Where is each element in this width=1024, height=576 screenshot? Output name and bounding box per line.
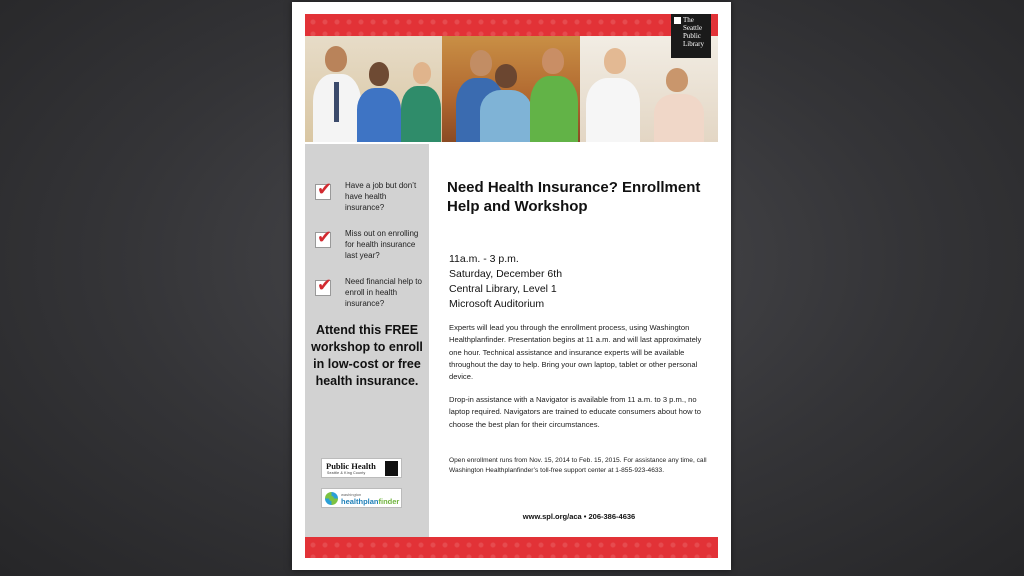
checkbox-icon <box>315 179 333 200</box>
enrollment-info: Open enrollment runs from Nov. 15, 2014 to Feb. 15, 2015. For assistance any time, call Washington Healthplanfinder’s toll-free support center at 1-855-923-4633. <box>449 457 707 474</box>
description-paragraph: Experts will lead you through the enrollment process, using Washington Healthplanfinder. Presentation begins at 11 a.m. and will last approximately one hour. Technical assistance and insurance experts will be available throughout the day to help. Bring your own laptop, tablet or other personal device. <box>449 323 702 382</box>
photo-collage <box>305 36 718 142</box>
main-content <box>429 144 718 537</box>
checkmark-icon: ✔ <box>317 179 333 200</box>
checkbox-icon <box>315 275 333 296</box>
navigator-paragraph: Drop-in assistance with a Navigator is available from 11 a.m. to 3 p.m., no laptop required. Navigators are trained to educate consumers about how to choose the best plan for their circumstances. <box>449 395 702 429</box>
checkmark-icon: ✔ <box>317 227 333 248</box>
event-date: Saturday, December 6th <box>449 268 563 280</box>
seattle-public-library-logo: The Seattle Public Library <box>671 14 711 58</box>
event-time: 11a.m. - 3 p.m. <box>449 253 519 265</box>
photo-healthcare-workers <box>305 36 442 142</box>
photo-family <box>442 36 580 142</box>
sidebar <box>305 144 429 537</box>
top-red-banner <box>305 14 718 37</box>
checklist-text: Need financial help to enroll in health insurance? <box>345 277 422 308</box>
event-location: Central Library, Level 1 <box>449 283 557 295</box>
bottom-red-banner <box>305 537 718 558</box>
event-room: Microsoft Auditorium <box>449 298 545 310</box>
public-health-logo: Public Health Seattle & King County <box>321 458 402 478</box>
checkmark-icon: ✔ <box>317 275 333 296</box>
attend-callout: Attend this FREE workshop to enroll in low-cost or free health insurance. <box>311 323 423 388</box>
headline: Need Health Insurance? Enrollment Help and Workshop <box>447 179 701 215</box>
flyer-page <box>292 2 731 570</box>
checklist-text: Have a job but don’t have health insurance? <box>345 181 417 212</box>
checkbox-icon <box>315 227 333 248</box>
contact-line: www.spl.org/aca • 206-386-4636 <box>522 512 636 521</box>
checklist-text: Miss out on enrolling for health insurance last year? <box>345 229 419 260</box>
event-details <box>449 252 699 312</box>
healthplanfinder-logo: washington healthplanfinder <box>321 488 402 508</box>
